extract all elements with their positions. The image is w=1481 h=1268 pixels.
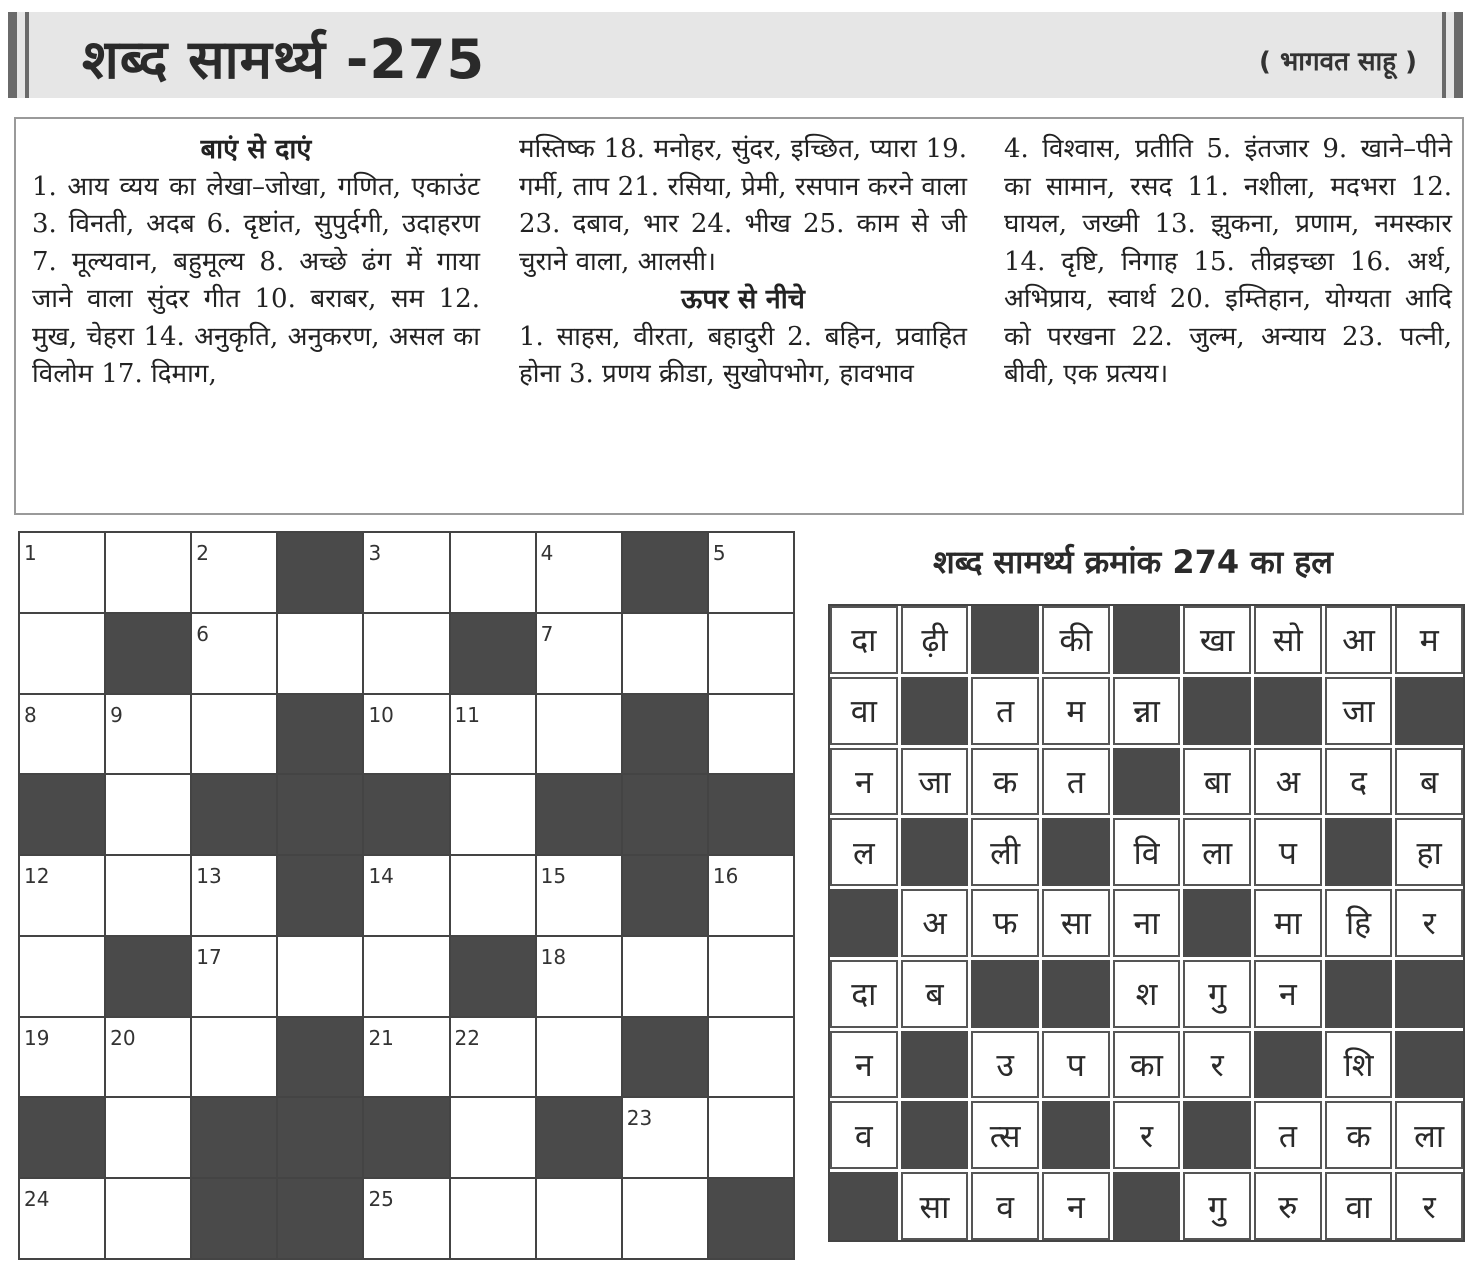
solution-cell: व [830,1101,898,1169]
clue-number: 3 [368,541,382,565]
solution-cell: सो [1254,606,1322,674]
puzzle-cell[interactable] [451,856,535,935]
puzzle-cell[interactable] [451,695,535,774]
puzzle-cell-black [623,1018,707,1097]
puzzle-cell-black [364,775,448,854]
solution-cell: र [1113,1101,1181,1169]
puzzle-cell[interactable] [623,1179,707,1258]
clue-number: 25 [368,1187,394,1212]
puzzle-cell-black [451,937,535,1016]
puzzle-cell-black [278,1098,362,1177]
puzzle-cell[interactable] [20,614,104,693]
puzzle-cell[interactable] [451,533,535,612]
solution-cell-black [901,677,969,745]
solution-cell: हा [1395,818,1463,886]
solution-cell: का [1113,1031,1181,1099]
puzzle-cell[interactable] [623,614,707,693]
solution-cell: र [1183,1031,1251,1099]
puzzle-cell[interactable] [451,1018,535,1097]
puzzle-cell[interactable] [451,1179,535,1258]
puzzle-cell[interactable] [278,937,362,1016]
solution-cell-black [1183,1101,1251,1169]
puzzle-cell[interactable] [364,533,448,612]
solution-cell-black [1042,818,1110,886]
solution-cell: न [830,1031,898,1099]
solution-cell: जा [901,748,969,816]
puzzle-cell-black [192,1179,276,1258]
clue-number: 14 [368,864,394,889]
solution-cell: श [1113,960,1181,1028]
puzzle-cell[interactable] [364,695,448,774]
solution-cell: न्ना [1113,677,1181,745]
crossword-grid [18,531,795,1260]
solution-cell: म [1395,606,1463,674]
puzzle-cell[interactable] [106,1098,190,1177]
puzzle-cell[interactable] [537,533,621,612]
solution-cell: क [1325,1101,1393,1169]
solution-cell: त [1042,748,1110,816]
solution-grid [828,604,1465,1242]
solution-cell: न [830,748,898,816]
puzzle-cell-black [623,856,707,935]
solution-cell-black [1254,677,1322,745]
clue-number: 6 [196,621,209,646]
puzzle-cell[interactable] [451,1098,535,1177]
puzzle-cell[interactable] [192,856,276,935]
puzzle-cell-black [537,775,621,854]
puzzle-cell-black [623,775,707,854]
puzzle-cell[interactable] [709,533,793,612]
solution-cell-black [1395,960,1463,1028]
clue-number: 16 [712,864,739,889]
solution-cell-black [971,606,1039,674]
puzzle-cell[interactable] [537,695,621,774]
puzzle-cell[interactable] [106,775,190,854]
solution-cell: त [971,677,1039,745]
solution-cell: सा [901,1172,969,1240]
clue-number: 9 [110,702,123,727]
clue-number: 10 [368,702,394,727]
solution-cell-black [1113,748,1181,816]
puzzle-cell[interactable] [709,856,793,935]
clue-number: 19 [24,1025,50,1050]
puzzle-cell[interactable] [709,614,793,693]
across-clues-part-2: मस्तिष्क 18. मनोहर, सुंदर, इच्छित, प्यारा 19. गर्मी, ताप 21. रसिया, प्रेमी, रसपान करने वाला 23. दबाव, भार 24. भीख 25. काम से जी चुराने वाला, आलसी। [519,134,967,277]
solution-cell: र [1395,889,1463,957]
puzzle-cell-black [278,695,362,774]
down-clues-part-1: 1. साहस, वीरता, बहादुरी 2. बहिन, प्रवाहित होना 3. प्रणय क्रीडा, सुखोपभोग, हावभाव [519,321,967,389]
puzzle-cell[interactable] [278,614,362,693]
solution-cell: क [971,748,1039,816]
puzzle-cell[interactable] [20,695,104,774]
puzzle-cell-black [364,1098,448,1177]
solution-cell: द [1325,748,1393,816]
solution-cell: मा [1254,889,1322,957]
clue-number: 17 [196,944,222,969]
solution-cell: ढ़ी [901,606,969,674]
puzzle-cell[interactable] [451,775,535,854]
solution-cell: र [1395,1172,1463,1240]
clue-number: 1 [24,541,37,565]
puzzle-cell-black [106,937,190,1016]
down-heading: ऊपर से नीचे [681,284,805,315]
solution-cell: न [1042,1172,1110,1240]
puzzle-cell-black [106,614,190,693]
solution-cell: रु [1254,1172,1322,1240]
solution-cell-black [830,889,898,957]
clue-number: 24 [24,1187,50,1212]
solution-cell: गु [1183,960,1251,1028]
puzzle-cell-black [278,856,362,935]
puzzle-cell[interactable] [106,1018,190,1097]
solution-cell: वि [1113,818,1181,886]
solution-cell: दा [830,606,898,674]
puzzle-cell-black [20,775,104,854]
solution-cell-black [1113,1172,1181,1240]
puzzle-cell[interactable] [364,614,448,693]
solution-cell: ला [1183,818,1251,886]
solution-cell: ब [1395,748,1463,816]
solution-cell: की [1042,606,1110,674]
solution-cell: ना [1113,889,1181,957]
solution-cell: म [1042,677,1110,745]
solution-cell-black [901,818,969,886]
puzzle-cell-black [278,1179,362,1258]
solution-cell-black [1325,818,1393,886]
puzzle-cell[interactable] [192,614,276,693]
clue-number: 4 [540,541,554,565]
puzzle-cell[interactable] [106,695,190,774]
puzzle-cell[interactable] [709,695,793,774]
clue-number: 5 [712,541,726,565]
puzzle-cell[interactable] [709,1098,793,1177]
left-bar-thick [8,12,17,98]
solution-cell-black [830,1172,898,1240]
clue-number: 20 [110,1025,136,1050]
solution-cell: जा [1325,677,1393,745]
right-bar-thin [1442,12,1446,98]
puzzle-cell[interactable] [192,937,276,1016]
solution-cell-black [1183,889,1251,957]
puzzle-cell[interactable] [106,856,190,935]
puzzle-cell[interactable] [364,937,448,1016]
solution-cell: आ [1325,606,1393,674]
solution-cell-black [1042,1101,1110,1169]
clue-number: 11 [454,702,480,727]
clues-column-3 [1004,131,1452,394]
solution-cell-black [971,960,1039,1028]
solution-cell: दा [830,960,898,1028]
puzzle-cell[interactable] [20,1179,104,1258]
puzzle-cell-black [278,775,362,854]
solution-cell: प [1254,818,1322,886]
solution-cell: प [1042,1031,1110,1099]
puzzle-cell-black [623,533,707,612]
across-heading: बाएं से दाएं [200,134,312,165]
across-clues-part-1: 1. आय व्यय का लेखा–जोखा, गणित, एकाउंट 3. विनती, अदब 6. दृष्टांत, सुपुर्दगी, उदाहरण 7. मूल्यवान, बहुमूल्य 8. अच्छे ढंग में गाया जाने वाला सुंदर गीत 10. बराबर, सम 12. मुख, चेहरा 14. अनुकृति, अनुकरण, असल का विलोम 17. दिमाग, [32,171,480,389]
puzzle-cell-black [623,695,707,774]
puzzle-cell[interactable] [192,695,276,774]
puzzle-cell-black [278,533,362,612]
clues-column-1 [32,131,480,394]
clues-box [14,117,1464,515]
clue-number: 12 [24,864,50,889]
puzzle-cell[interactable] [20,533,104,612]
puzzle-cell-black [537,1098,621,1177]
solution-cell: फ [971,889,1039,957]
puzzle-cell[interactable] [106,1179,190,1258]
puzzle-cell[interactable] [192,1018,276,1097]
solution-cell: अ [1254,748,1322,816]
solution-cell-black [1183,677,1251,745]
author-credit: ( भागवत साहू ) [1259,47,1417,77]
puzzle-cell[interactable] [709,937,793,1016]
puzzle-cell[interactable] [537,1018,621,1097]
solution-cell-black [901,1031,969,1099]
solution-cell: शि [1325,1031,1393,1099]
puzzle-cell[interactable] [537,614,621,693]
puzzle-cell-black [192,1098,276,1177]
puzzle-cell-black [451,614,535,693]
solution-title: शब्द सामर्थ्य क्रमांक 274 का हल [932,543,1333,581]
puzzle-cell-black [278,1018,362,1097]
puzzle-cell[interactable] [364,1179,448,1258]
clue-number: 21 [368,1025,394,1050]
puzzle-cell[interactable] [537,937,621,1016]
puzzle-cell-black [709,775,793,854]
clue-number: 2 [196,541,209,565]
clue-number: 23 [626,1106,653,1131]
clues-column-2 [519,131,967,394]
puzzle-cell[interactable] [192,533,276,612]
puzzle-cell-black [192,775,276,854]
solution-cell-black [1042,960,1110,1028]
solution-cell: ब [901,960,969,1028]
solution-cell: हि [1325,889,1393,957]
solution-cell-black [901,1101,969,1169]
solution-cell-black [1325,960,1393,1028]
solution-cell: गु [1183,1172,1251,1240]
clue-number: 15 [540,864,567,889]
solution-cell: ली [971,818,1039,886]
solution-cell: उ [971,1031,1039,1099]
solution-cell: वा [830,677,898,745]
puzzle-cell[interactable] [623,937,707,1016]
puzzle-cell[interactable] [537,856,621,935]
solution-cell: बा [1183,748,1251,816]
left-bar-thin [25,12,29,98]
puzzle-cell-black [709,1179,793,1258]
clue-number: 8 [24,702,37,727]
header-banner [8,12,1463,98]
page-title: शब्द सामर्थ्य -275 [82,28,486,91]
solution-cell-black [1395,677,1463,745]
puzzle-cell[interactable] [20,937,104,1016]
solution-cell: ल [830,818,898,886]
puzzle-cell[interactable] [537,1179,621,1258]
solution-cell: त [1254,1101,1322,1169]
puzzle-cell[interactable] [20,856,104,935]
solution-cell-black [1395,1031,1463,1099]
puzzle-cell-black [20,1098,104,1177]
clue-number: 13 [196,864,222,889]
solution-cell: न [1254,960,1322,1028]
solution-cell: अ [901,889,969,957]
solution-cell: ला [1395,1101,1463,1169]
right-bar-thick [1454,12,1463,98]
solution-cell: सा [1042,889,1110,957]
solution-cell-black [1254,1031,1322,1099]
puzzle-cell[interactable] [623,1098,707,1177]
puzzle-cell[interactable] [20,1018,104,1097]
solution-cell: खा [1183,606,1251,674]
puzzle-cell[interactable] [106,533,190,612]
solution-cell: त्स [971,1101,1039,1169]
puzzle-cell[interactable] [709,1018,793,1097]
puzzle-cell[interactable] [364,1018,448,1097]
solution-cell: वा [1325,1172,1393,1240]
clue-number: 18 [540,944,567,969]
solution-cell-black [1113,606,1181,674]
solution-cell: व [971,1172,1039,1240]
clue-number: 22 [454,1025,480,1050]
puzzle-cell[interactable] [364,856,448,935]
clue-number: 7 [540,621,554,646]
down-clues-part-2: 4. विश्वास, प्रतीति 5. इंतजार 9. खाने–पीने का सामान, रसद 11. नशीला, मदभरा 12. घायल, जख्मी 13. झुकना, प्रणाम, नमस्कार 14. दृष्टि, निगाह 15. तीव्रइच्छा 16. अर्थ, अभिप्राय, स्वार्थ 20. इम्तिहान, योग्यता आदि को परखना 22. जुल्म, अन्याय 23. पत्नी, बीवी, एक प्रत्यय। [1004,134,1452,389]
